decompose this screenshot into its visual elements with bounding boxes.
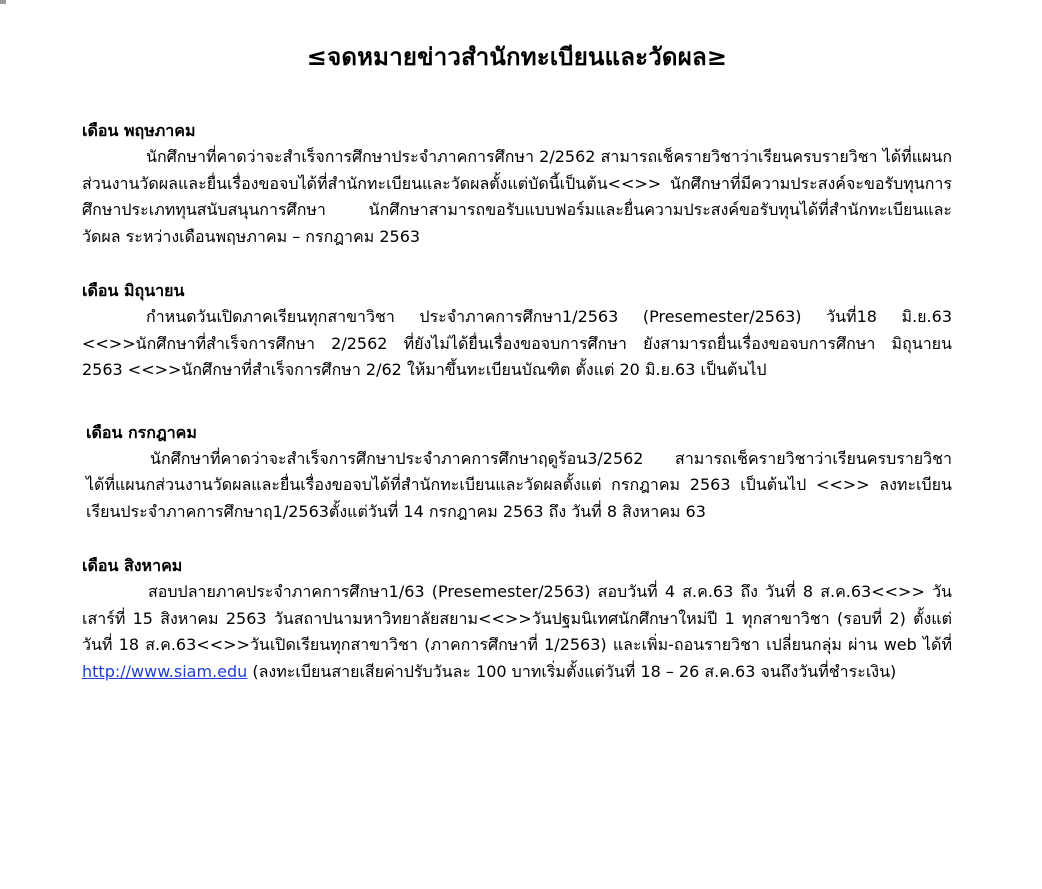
newsletter-page: [82, 40, 952, 685]
page-edge-mark: [0, 0, 6, 4]
section-june: [82, 278, 952, 384]
section-july: [82, 420, 952, 526]
section-body-august: [82, 579, 952, 685]
august-text-before-link: สอบปลายภาคประจำภาคการศึกษา1/63 (Presemester/2563) สอบวันที่ 4 ส.ค.63 ถึง วันที่ 8 ส.ค.63<<>> วันเสาร์ที่ 15 สิงหาคม 2563 วันสถาปนามหาวิทยาลัยสยาม<<>>วันปฐมนิเทศนักศึกษาใหม่ปี 1 ทุกสาขาวิชา (รอบที่ 2) ตั้งแต่วันที่ 18 ส.ค.63<<>>วันเปิดเรียนทุกสาขาวิชา (ภาคการศึกษาที่ 1/2563) และเพิ่ม-ถอนรายวิชา เปลี่ยนกลุ่ม ผ่าน web ได้ที่: [82, 582, 952, 654]
newsletter-title: ≤จดหมายข่าวสำนักทะเบียนและวัดผล≥: [306, 43, 728, 71]
section-may: [82, 118, 952, 250]
section-august: [82, 553, 952, 685]
section-heading-may: เดือน พฤษภาคม: [82, 121, 196, 140]
siam-website-link[interactable]: http://www.siam.edu: [82, 661, 248, 681]
section-body-july: นักศึกษาที่คาดว่าจะสำเร็จการศึกษาประจำภาคการศึกษาฤดูร้อน3/2562 สามารถเช็ครายวิชาว่าเรียนครบรายวิชาได้ที่แผนกส่วนงานวัดผลและยื่นเรื่องขอจบได้ที่สำนักทะเบียนและวัดผลตั้งแต่ กรกฎาคม 2563 เป็นต้นไป <<>> ลงทะเบียนเรียนประจำภาคการศึกษาฤ1/2563ตั้งแต่วันที่ 14 กรกฎาคม 2563 ถึง วันที่ 8 สิงหาคม 63: [86, 448, 952, 521]
section-heading-july: เดือน กรกฎาคม: [86, 422, 197, 442]
section-heading-june: เดือน มิถุนายน: [82, 281, 185, 300]
august-text-after-link: (ลงทะเบียนสายเสียค่าปรับวันละ 100 บาทเริ่มตั้งแต่วันที่ 18 – 26 ส.ค.63 จนถึงวันที่ชำระเงิน): [247, 661, 897, 681]
section-body-may: นักศึกษาที่คาดว่าจะสำเร็จการศึกษาประจำภาคการศึกษา 2/2562 สามารถเช็ครายวิชาว่าเรียนครบรายวิชา ได้ที่แผนกส่วนงานวัดผลและยื่นเรื่องขอจบได้ที่สำนักทะเบียนและวัดผลตั้งแต่บัดนี้เป็นต้น<<>> นักศึกษาที่มีความประสงค์จะขอรับทุนการศึกษาประเภททุนสนับสนุนการศึกษา นักศึกษาสามารถขอรับแบบฟอร์มและยื่นความประสงค์ขอรับทุนได้ที่สำนักทะเบียนและวัดผล ระหว่างเดือนพฤษภาคม – กรกฎาคม 2563: [82, 147, 952, 246]
section-heading-august: เดือน สิงหาคม: [82, 556, 183, 575]
section-body-june: กำหนดวันเปิดภาคเรียนทุกสาขาวิชา ประจำภาคการศึกษา1/2563 (Presemester/2563) วันที่18 มิ.ย.63 <<>>นักศึกษาที่สำเร็จการศึกษา 2/2562 ที่ยังไม่ได้ยื่นเรื่องขอจบการศึกษา ยังสามารถยื่นเรื่องขอจบการศึกษา มิถุนายน 2563 <<>>นักศึกษาที่สำเร็จการศึกษา 2/62 ให้มาขึ้นทะเบียนบัณฑิต ตั้งแต่ 20 มิ.ย.63 เป็นต้นไป: [82, 307, 952, 379]
